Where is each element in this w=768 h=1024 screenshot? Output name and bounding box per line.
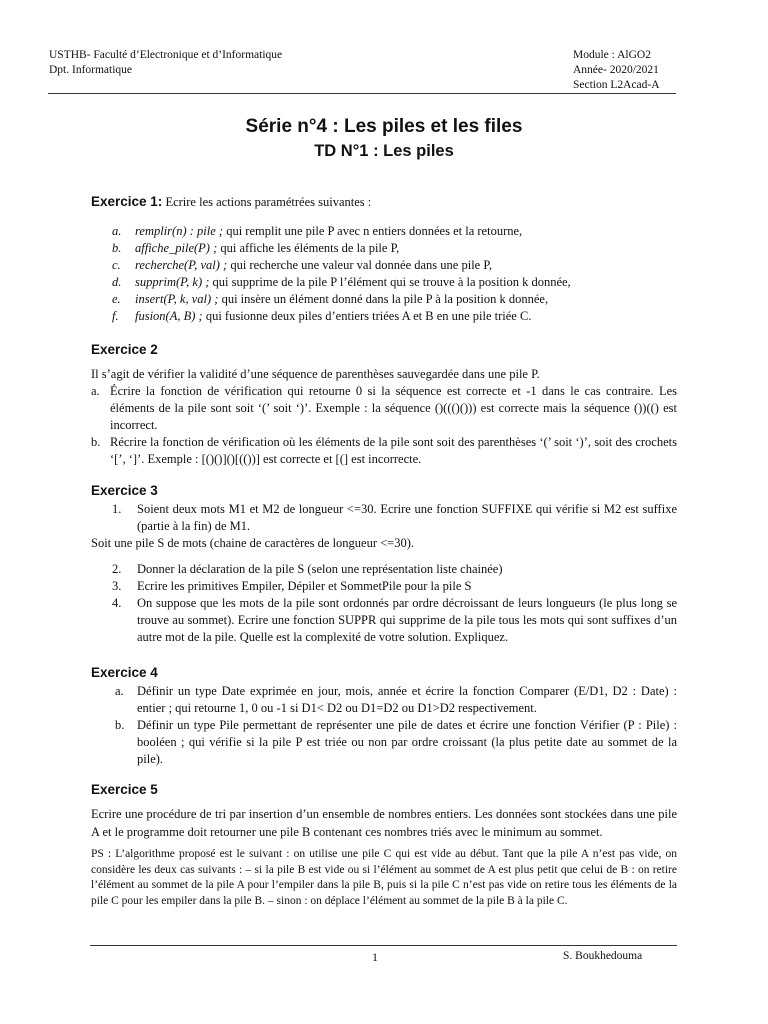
header-course-info xyxy=(573,48,660,93)
item-letter: a. xyxy=(115,684,124,698)
list-item xyxy=(91,308,677,325)
item-description: qui recherche une valeur val donnée dans une pile P, xyxy=(227,258,493,272)
header-institution xyxy=(49,48,282,78)
exercise-1-statement xyxy=(91,193,677,211)
item-letter: b. xyxy=(112,241,122,255)
list-item xyxy=(91,683,677,717)
exercise-3-heading: Exercice 3 xyxy=(91,483,158,498)
exercise-5-heading: Exercice 5 xyxy=(91,782,158,797)
header-divider xyxy=(48,93,676,94)
item-description: qui fusionne deux piles d’entiers triées A et B en une pile triée C. xyxy=(202,309,532,323)
item-number: 3. xyxy=(112,579,122,593)
page-title: Série n°4 : Les piles et les files xyxy=(245,116,523,137)
header-faculty: USTHB- Faculté d’Electronique et d’Informatique xyxy=(49,49,283,61)
exercise-1 xyxy=(91,193,677,325)
exercise-5 xyxy=(91,781,677,909)
item-text: Récrire la fonction de vérification où les éléments de la pile sont soit des parenthèses ‘(’ soit ‘)’, soit des crochets ‘[’, ‘]’. Exemple : [()()]()[(())] est correcte et [(] est incorrecte. xyxy=(110,435,677,466)
item-letter: d. xyxy=(112,275,122,289)
list-item xyxy=(91,595,677,646)
list-item xyxy=(91,561,677,578)
item-function: fusion(A, B) ; xyxy=(135,309,203,323)
exercise-1-list xyxy=(91,223,677,325)
header-year: Année- 2020/2021 xyxy=(573,64,659,76)
exercise-2-intro: Il s’agit de vérifier la validité d’une séquence de parenthèses sauvegardée dans une pile P. xyxy=(91,367,540,381)
item-number: 1. xyxy=(112,502,122,516)
item-description: qui remplit une pile P avec n entiers données et la retourne, xyxy=(223,224,523,238)
footer-divider xyxy=(90,945,677,946)
header-section: Section L2Acad-A xyxy=(573,79,660,91)
item-letter: a. xyxy=(112,224,122,238)
exercise-3-context: Soit une pile S de mots (chaine de caractères de longueur <=30). xyxy=(91,536,415,550)
item-letter: e. xyxy=(112,292,121,306)
item-letter: b. xyxy=(115,718,125,732)
item-description: qui insère un élément donné dans la pile P à la position k donnée, xyxy=(218,292,549,306)
exercise-3 xyxy=(91,482,677,646)
list-item xyxy=(91,240,677,257)
item-text: Soient deux mots M1 et M2 de longueur <=30. Ecrire une fonction SUFFIXE qui vérifie si M2 est suffixe (partie à la fin) de M1. xyxy=(137,502,677,533)
exercise-1-intro: Ecrire les actions paramétrées suivantes : xyxy=(162,195,372,209)
item-function: remplir(n) : pile ; xyxy=(135,224,224,238)
list-item xyxy=(91,578,677,595)
exercise-4-heading: Exercice 4 xyxy=(91,665,158,680)
item-text: Écrire la fonction de vérification qui retourne 0 si la séquence est correcte et -1 dans le cas contraire. Les éléments de la pile sont soit ‘(’ soit ‘)’. Exemple : la séquence ()((()())) est correcte mais la séquence ())(() est incorrect. xyxy=(110,384,677,432)
item-letter: b. xyxy=(91,435,101,449)
header-module: Module : AlGO2 xyxy=(573,49,651,61)
item-letter: a. xyxy=(91,384,100,398)
list-item xyxy=(91,501,677,535)
list-item xyxy=(91,434,677,468)
exercise-2-heading: Exercice 2 xyxy=(91,342,158,357)
item-letter: c. xyxy=(112,258,121,272)
footer-author: S. Boukhedouma xyxy=(563,950,643,962)
list-item xyxy=(91,223,677,240)
item-number: 2. xyxy=(112,562,122,576)
item-text: On suppose que les mots de la pile sont ordonnés par ordre décroissant de leurs longueurs (le plus long se trouve au sommet). Ecrire une fonction SUPPR qui supprime de la pile tous les mots qui sont suffixes d’un autre mot de la pile. Quelle est la complexité de votre solution. Expliquez. xyxy=(137,596,677,644)
list-item xyxy=(91,291,677,308)
exercise-4 xyxy=(91,664,677,768)
item-number: 4. xyxy=(112,596,122,610)
item-text: Définir un type Date exprimée en jour, mois, année et écrire la fonction Comparer (E/D1, D2 : Date) : entier ; qui retourne 1, 0 ou -1 si D1< D2 ou D1=D2 ou D1>D2 respectivement. xyxy=(137,684,677,715)
item-function: recherche(P, val) ; xyxy=(135,258,228,272)
exercise-2 xyxy=(91,341,677,468)
list-item xyxy=(91,717,677,768)
exercise-5-note: PS : L’algorithme proposé est le suivant : on utilise une pile C qui est vide au début. Tant que la pile A n’est pas vide, on considère les deux cas suivants : – si la pile B est vide ou si l’élément au sommet de A est plus petit que celui de B : on retire l’élément au sommet de la pile A pour l’empiler dans la pile B, puis si la pile C n’est pas vide on retire tous les éléments de la pile C pour les empiler dans la pile B. – sinon : on déplace l’élément au sommet de la pile B à la pile C. xyxy=(91,848,677,907)
list-item xyxy=(91,274,677,291)
item-function: insert(P, k, val) ; xyxy=(135,292,219,306)
item-text: Définir un type Pile permettant de représenter une pile de dates et écrire une fonction Vérifier (P : Pile) : booléen ; qui vérifie si la pile P est triée ou non par ordre croissant (la plus petite date au sommet de la pile). xyxy=(137,718,677,766)
item-letter: f. xyxy=(112,309,119,323)
item-function: affiche_pile(P) ; xyxy=(135,241,218,255)
exercise-3-list xyxy=(91,561,677,646)
list-item xyxy=(91,257,677,274)
item-description: qui supprime de la pile P l’élément qui se trouve à la position k donnée, xyxy=(209,275,571,289)
exercise-1-heading: Exercice 1: xyxy=(91,194,163,209)
item-text: Ecrire les primitives Empiler, Dépiler et SommetPile pour la pile S xyxy=(137,579,472,593)
page-number: 1 xyxy=(372,950,378,964)
header-department: Dpt. Informatique xyxy=(49,64,133,76)
item-function: supprim(P, k) ; xyxy=(135,275,210,289)
item-text: Donner la déclaration de la pile S (selon une représentation liste chainée) xyxy=(137,562,503,576)
list-item xyxy=(91,383,677,434)
page-subtitle: TD N°1 : Les piles xyxy=(314,142,454,160)
exercise-5-statement: Ecrire une procédure de tri par insertion d’un ensemble de nombres entiers. Les données sont stockées dans une pile A et le programme doit retourner une pile B contenant ces nombres triés avec le minimum au sommet. xyxy=(91,807,677,839)
item-description: qui affiche les éléments de la pile P, xyxy=(217,241,400,255)
